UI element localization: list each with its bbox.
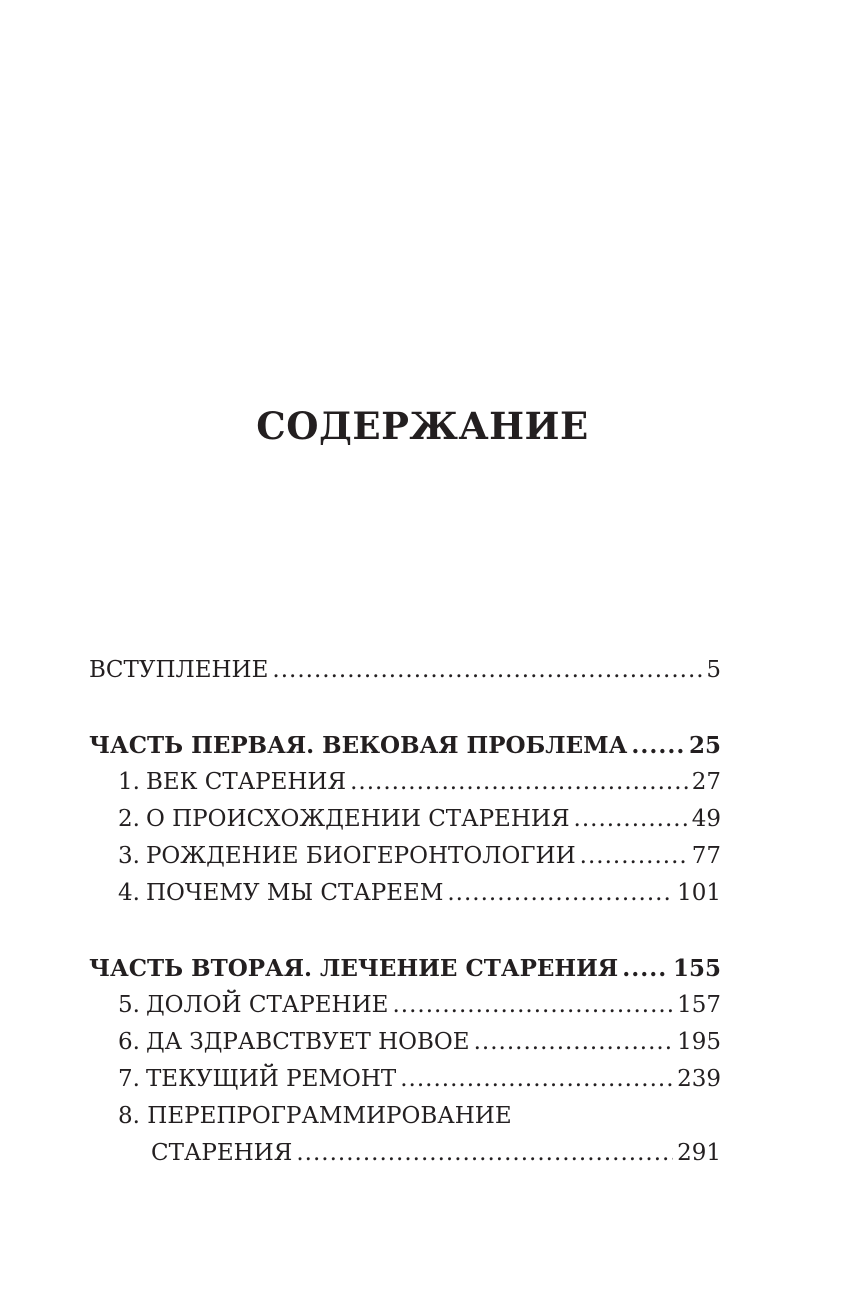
dot-leader <box>392 987 673 1024</box>
toc-entry-label: ДА ЗДРАВСТВУЕТ НОВОЕ <box>145 1029 470 1055</box>
toc-chapter-3[interactable] <box>89 838 721 875</box>
dot-leader <box>622 950 669 987</box>
dot-leader <box>474 1024 674 1061</box>
toc-part-label: ЧАСТЬ ПЕРВАЯ. ВЕКОВАЯ ПРОБЛЕМА <box>89 732 628 759</box>
toc-chapter-8[interactable] <box>89 1098 721 1135</box>
toc-entry-label: ДОЛОЙ СТАРЕНИЕ <box>145 992 389 1018</box>
toc-entry-label: ВЕК СТАРЕНИЯ <box>145 769 347 795</box>
table-of-contents <box>89 652 721 1172</box>
toc-chapter-1[interactable] <box>89 764 721 801</box>
toc-entry-label-line2: СТАРЕНИЯ <box>151 1140 293 1166</box>
dot-leader <box>580 838 688 875</box>
dot-leader <box>400 1061 673 1098</box>
toc-entry-intro[interactable] <box>89 652 721 689</box>
toc-chapter-5[interactable] <box>89 987 721 1024</box>
toc-page-number: 49 <box>691 806 721 832</box>
chapter-number: 5. <box>118 992 140 1018</box>
chapter-number: 4. <box>118 880 140 906</box>
chapter-number: 2. <box>118 806 140 832</box>
toc-page-number: 291 <box>677 1140 721 1166</box>
toc-entry-label: ТЕКУЩИЙ РЕМОНТ <box>145 1066 397 1092</box>
toc-part-1[interactable] <box>89 727 721 764</box>
toc-part-label: ЧАСТЬ ВТОРАЯ. ЛЕЧЕНИЕ СТАРЕНИЯ <box>89 955 619 982</box>
toc-entry-label: ПОЧЕМУ МЫ СТАРЕЕМ <box>145 880 444 906</box>
toc-chapter-2[interactable] <box>89 801 721 838</box>
toc-entry-label-line1: ПЕРЕПРОГРАММИРОВАНИЕ <box>147 1103 512 1129</box>
chapter-number: 8. <box>118 1103 140 1129</box>
toc-page-number: 239 <box>677 1066 721 1092</box>
toc-page-number: 157 <box>677 992 721 1018</box>
dot-leader <box>350 764 688 801</box>
toc-page-number: 101 <box>677 880 721 906</box>
toc-page-number: 27 <box>691 769 721 795</box>
toc-chapter-8-continued[interactable] <box>89 1135 721 1172</box>
toc-entry-label: ВСТУПЛЕНИЕ <box>89 657 269 683</box>
toc-chapter-7[interactable] <box>89 1061 721 1098</box>
dot-leader <box>296 1135 673 1172</box>
toc-page-number: 77 <box>691 843 721 869</box>
toc-page-number: 25 <box>688 732 721 759</box>
dot-leader <box>631 727 685 764</box>
toc-page-number: 155 <box>672 955 721 982</box>
dot-leader <box>447 875 673 912</box>
toc-page-number: 195 <box>677 1029 721 1055</box>
toc-chapter-4[interactable] <box>89 875 721 912</box>
dot-leader <box>272 652 702 689</box>
page-title: СОДЕРЖАНИЕ <box>256 404 589 448</box>
toc-page-number: 5 <box>706 657 721 683</box>
toc-entry-label: РОЖДЕНИЕ БИОГЕРОНТОЛОГИИ <box>145 843 576 869</box>
toc-part-2[interactable] <box>89 950 721 987</box>
chapter-number: 6. <box>118 1029 140 1055</box>
toc-entry-label: О ПРОИСХОЖДЕНИИ СТАРЕНИЯ <box>145 806 570 832</box>
chapter-number: 1. <box>118 769 140 795</box>
dot-leader <box>574 801 688 838</box>
chapter-number: 3. <box>118 843 140 869</box>
toc-chapter-6[interactable] <box>89 1024 721 1061</box>
chapter-number: 7. <box>118 1066 140 1092</box>
